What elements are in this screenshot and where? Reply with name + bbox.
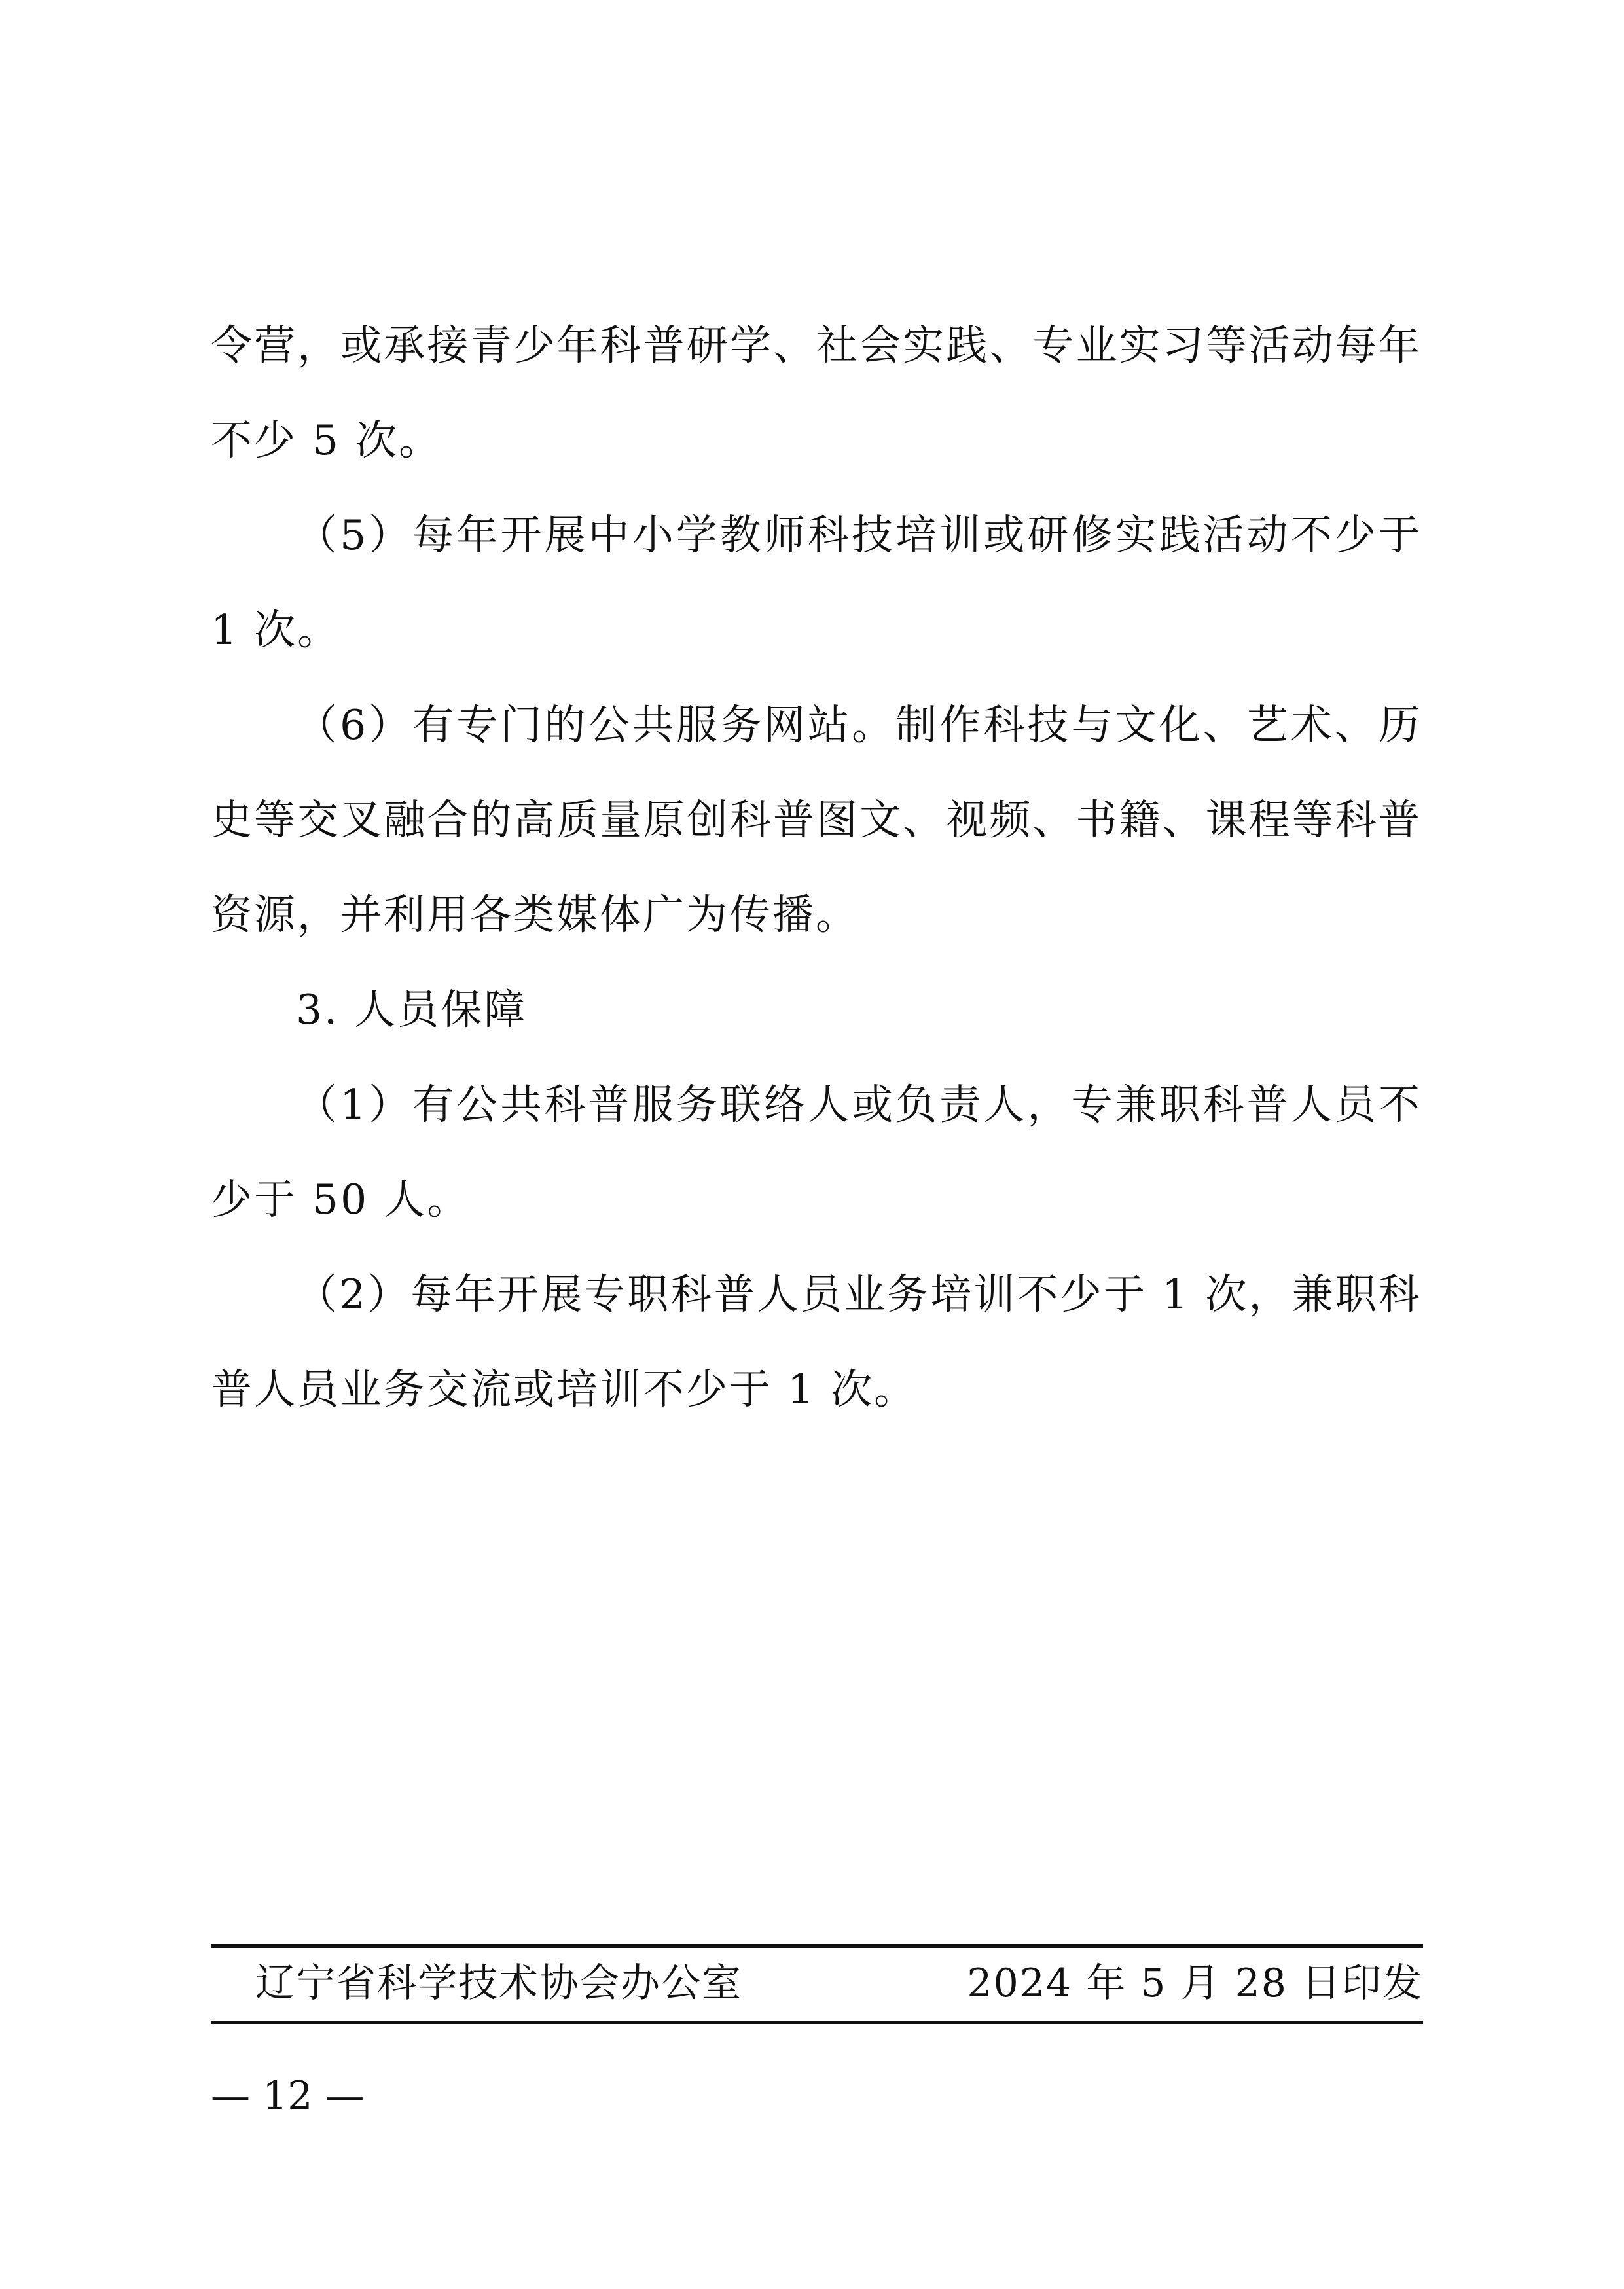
paragraph-personnel-item-2: （2）每年开展专职科普人员业务培训不少于 1 次，兼职科普人员业务交流或培训不少于 1 次。 [211,1271,1422,1413]
section-heading-personnel: 3. 人员保障 [296,986,528,1034]
paragraph-item-6: （6）有专门的公共服务网站。制作科技与文化、艺术、历史等交叉融合的高质量原创科普图文、视频、书籍、课程等科普资源，并利用各类媒体广为传播。 [211,701,1422,939]
body-text [211,298,1422,1437]
paragraph-item-5: （5）每年开展中小学教师科技培训或研修实践活动不少于 1 次。 [211,511,1422,654]
issue-date: 2024 年 5 月 28 日印发 [967,1960,1423,2006]
paragraph-personnel-item-1: （1）有公共科普服务联络人或负责人，专兼职科普人员不少于 50 人。 [211,1081,1422,1223]
paragraph-continuation: 令营，或承接青少年科普研学、社会实践、专业实习等活动每年不少 5 次。 [211,321,1422,464]
issuer-name: 辽宁省科学技术协会办公室 [255,1960,742,2006]
footer-rule-bottom [211,2021,1423,2024]
page-number: — 12 — [211,2073,365,2119]
footer-rule-top [211,1944,1423,1948]
